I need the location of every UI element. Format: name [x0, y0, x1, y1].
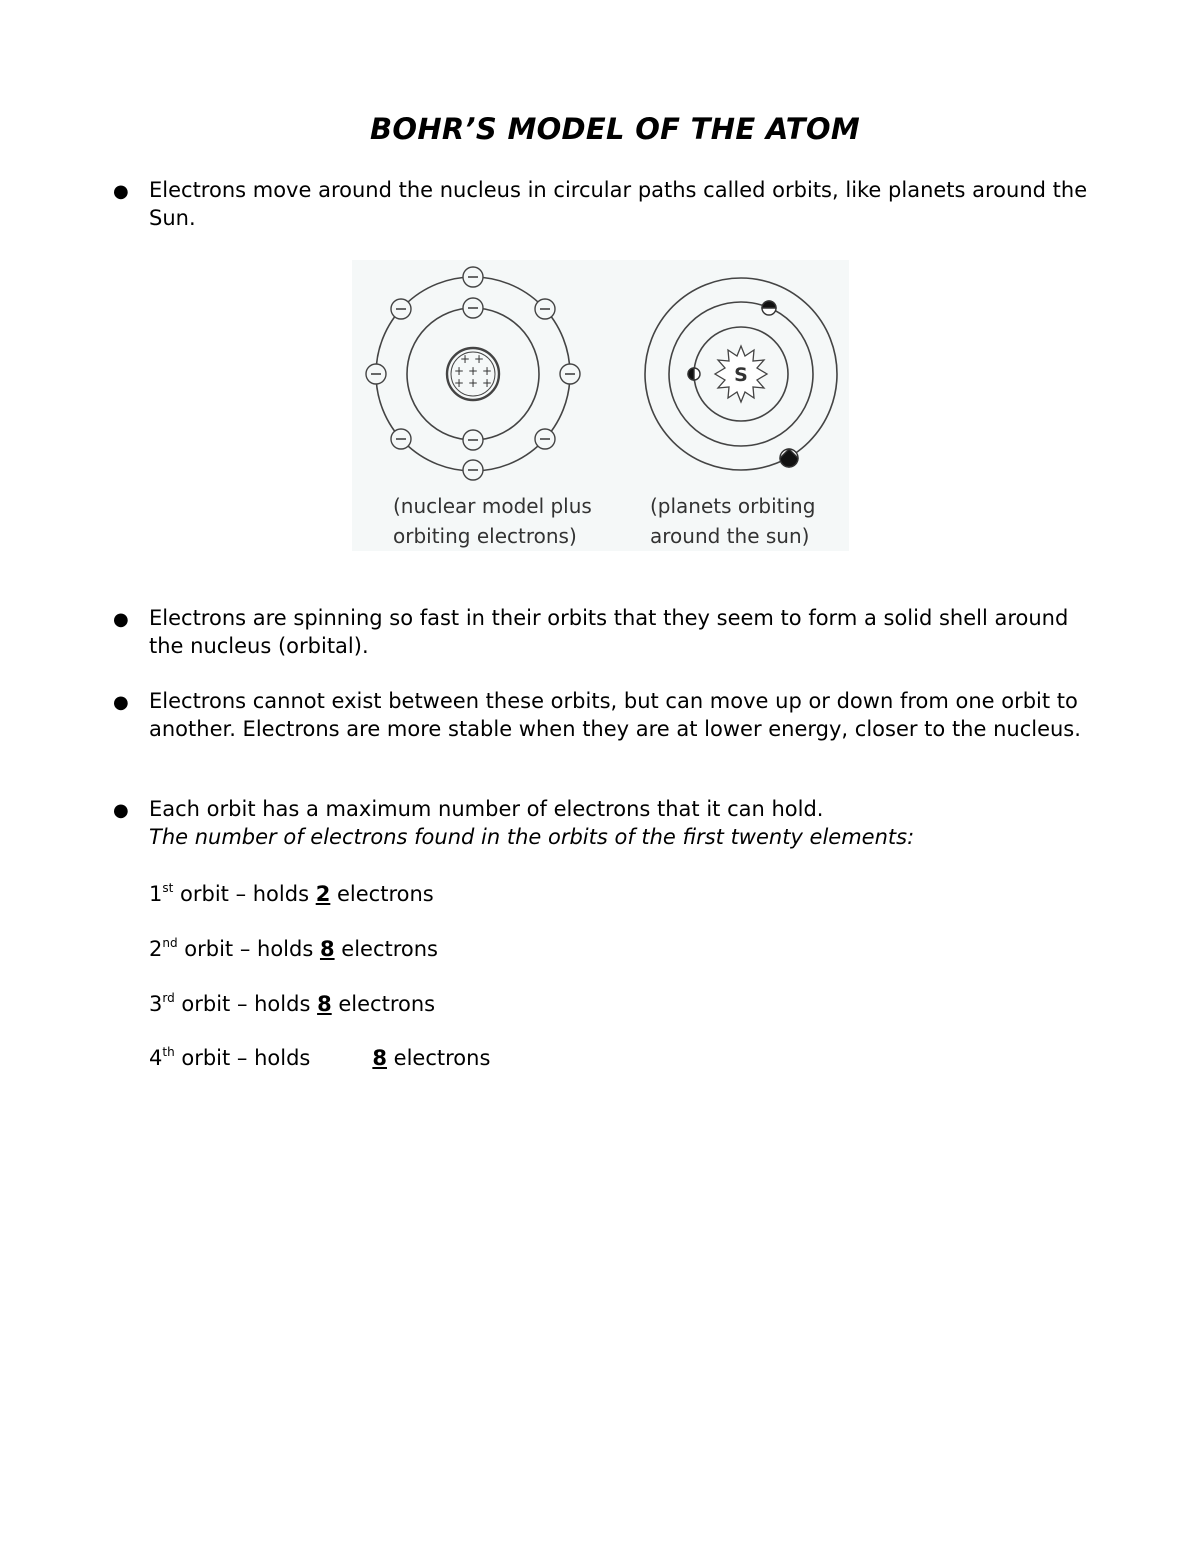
electron-count: 8 [319, 937, 335, 961]
bullet-text: Each orbit has a maximum number of electrons that it can hold. The number of electrons found in the orbits of the first twenty elements: [149, 795, 1109, 851]
orbit-capacity-line: 2nd orbit – holds 8 electrons [149, 936, 438, 961]
bullet-text: Electrons are spinning so fast in their orbits that they seem to form a solid shell around the nucleus (orbital). [149, 606, 1069, 658]
proton-sign: + [467, 376, 479, 390]
left-caption-line2: orbiting electrons) [393, 524, 577, 548]
bohr-solar-comparison-figure [352, 260, 849, 551]
proton-sign: + [467, 364, 479, 378]
proton-sign: + [453, 376, 465, 390]
bullet-marker: ● [113, 800, 129, 821]
left-caption-line1: (nuclear model plus [393, 494, 592, 518]
proton-sign: + [473, 352, 485, 366]
electron-count: 8 [317, 992, 332, 1016]
orbit-capacity-line: 3rd orbit – holds 8 electrons [149, 991, 436, 1016]
bullet-text: Electrons cannot exist between these orbits, but can move up or down from one orbit to another. Electrons are more stable when they are at lower energy, closer to the nucleus. [149, 689, 1081, 741]
sun-label: S [734, 364, 748, 386]
proton-sign: + [453, 364, 465, 378]
nucleus-protons [454, 352, 492, 390]
bullet-marker: ● [113, 181, 129, 202]
italic-note: The number of electrons found in the orbits of the first twenty elements: [149, 825, 915, 849]
figure-captions [393, 494, 815, 548]
electron-count: 8 [372, 1046, 387, 1070]
bullet-marker: ● [113, 692, 129, 713]
bullet-text: Electrons move around the nucleus in circular paths called orbits, like planets around the Sun. [149, 178, 1088, 230]
proton-sign: + [481, 376, 493, 390]
proton-sign: + [481, 364, 493, 378]
proton-sign: + [459, 352, 471, 366]
page-title: BOHR’S MODEL OF THE ATOM [369, 112, 860, 146]
right-caption-line2: around the sun) [650, 524, 810, 548]
right-caption-line1: (planets orbiting [650, 494, 816, 518]
orbit-capacity-line: 4th orbit – holds 8 electrons [149, 1045, 491, 1070]
orbit-capacity-line: 1st orbit – holds 2 electrons [149, 881, 434, 906]
electron-count: 2 [315, 882, 331, 906]
bullet-marker: ● [113, 609, 129, 630]
